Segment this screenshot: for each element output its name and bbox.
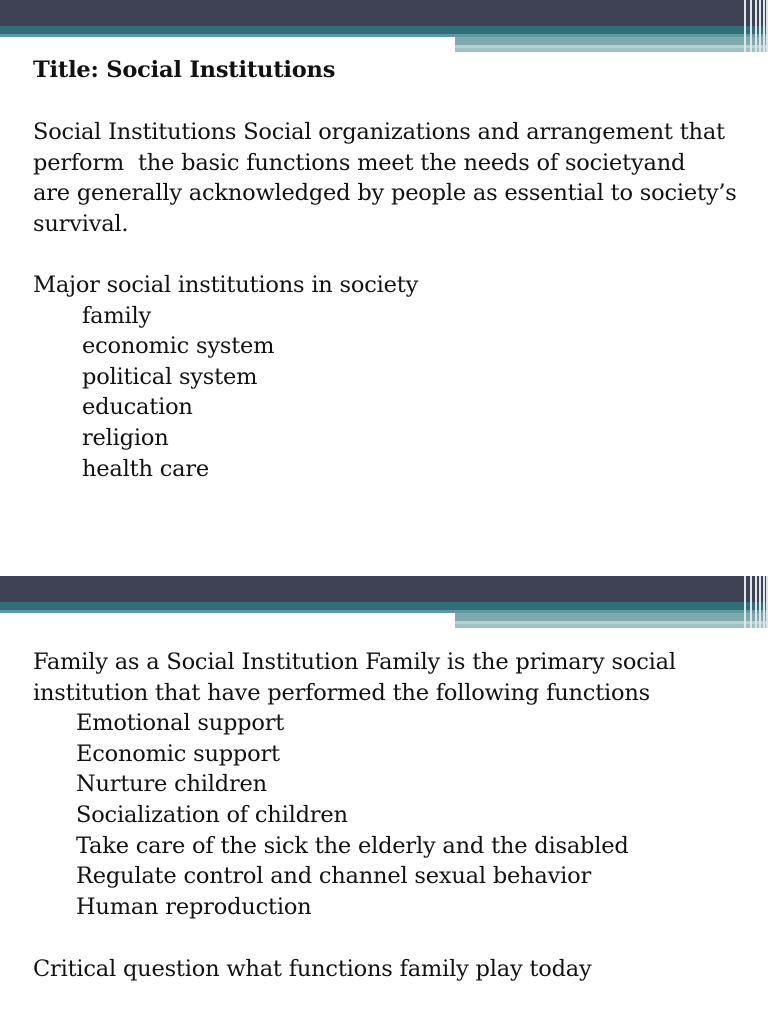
definition-line: perform the basic functions meet the needs of societyand	[33, 149, 686, 176]
function-item: Economic support	[76, 740, 280, 767]
list-heading: Major social institutions in society	[33, 272, 419, 298]
list-item: religion	[82, 424, 169, 451]
function-item: Nurture children	[76, 771, 267, 798]
institutions-list	[33, 270, 418, 484]
list-item: family	[82, 302, 151, 329]
function-item: Emotional support	[76, 710, 285, 737]
slide-2	[0, 576, 768, 1024]
stripe-decoration	[742, 576, 768, 628]
function-item: Socialization of children	[76, 801, 348, 828]
intro-line: Family as a Social Institution Family is the primary social	[33, 649, 676, 675]
function-item: Human reproduction	[76, 893, 312, 920]
list-item: economic system	[82, 333, 275, 360]
slide-title: Title: Social Institutions	[33, 57, 336, 83]
definition-paragraph	[33, 117, 737, 239]
header-band	[0, 576, 768, 646]
definition-line: Social Institutions Social organizations and arrangement that	[33, 119, 725, 145]
definition-line: are generally acknowledged by people as essential to society’s	[33, 180, 737, 207]
family-paragraph	[33, 647, 676, 922]
intro-line: institution that have performed the following functions	[33, 679, 651, 706]
list-item: health care	[82, 455, 209, 482]
critical-question: Critical question what functions family play today	[33, 956, 592, 982]
function-item: Take care of the sick the elderly and the disabled	[76, 832, 629, 859]
list-item: political system	[82, 363, 258, 390]
definition-line: survival.	[33, 210, 129, 237]
list-item: education	[82, 394, 193, 421]
function-item: Regulate control and channel sexual behavior	[76, 863, 592, 890]
stripe-decoration	[742, 0, 768, 52]
